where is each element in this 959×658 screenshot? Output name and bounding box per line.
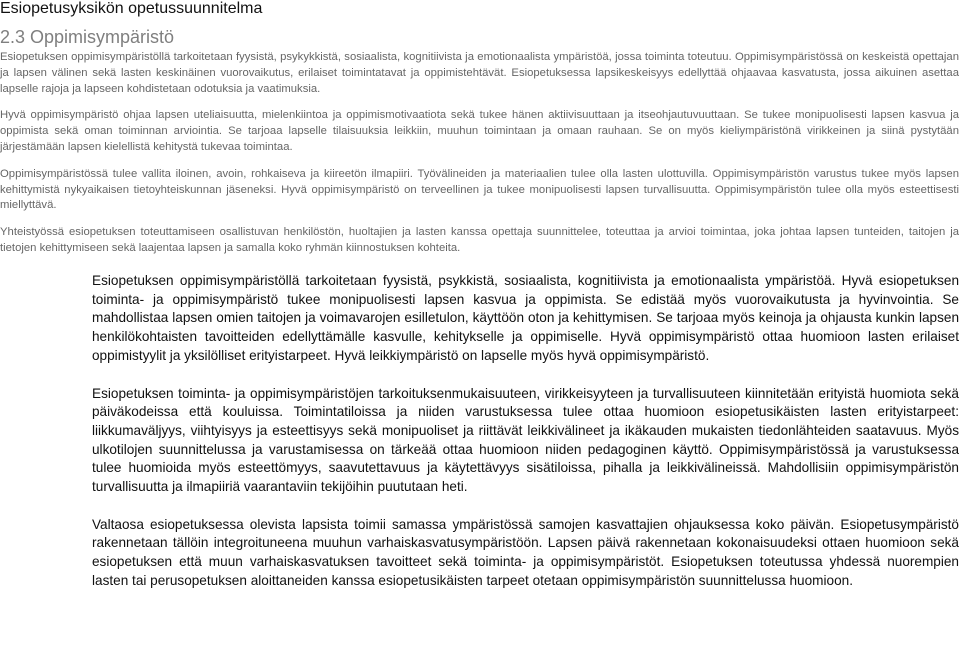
summary-text (0, 50, 959, 268)
main-paragraph: Valtaosa esiopetuksessa olevista lapsista toimii samassa ympäristössä samojen kasvattajien ohjauksessa koko päivän. Esiopetusympäristö rakennetaan tällöin integroituneena muuhun varhaiskasvatusympäristöön. Lapsen päivä rakennetaan kokonaisuudeksi ottaen huomioon sekä esiopetuksen että muun varhaiskasvatuksen tavoitteet sekä toiminta- ja oppimisympäristöt. Esiopetuksen toteutussa yhdessä nuorempien lasten tai perusopetuksen aloittaneiden kanssa esiopetusikäisten tarpeet otetaan oppimisympäristön suunnittelussa huomioon. (92, 516, 959, 588)
summary-paragraph: Yhteistyössä esiopetuksen toteuttamiseen osallistuvan henkilöstön, huoltajien ja lasten kanssa opettaja suunnittelee, toteuttaa ja arvioi toimintaa, joka johtaa lapsen tunteiden, taitojen ja tietojen kehittymiseen sekä laajentaa lapsen ja samalla koko ryhmän kiinnostuksen kohteita. (0, 226, 959, 254)
main-paragraph: Esiopetuksen toiminta- ja oppimisympäristöjen tarkoituksenmukaisuuteen, virikkeisyyteen ja turvallisuuteen kiinnitetään erityistä huomiota sekä päiväkodeissa että kouluissa. Toimintatiloissa ja niiden varustuksessa tulee ottaa huomioon esiopetusikäisten lasten erityistarpeet: liikkumaväljyys, viihtyisyys ja esteettisyys sekä monipuoliset ja riittävät leikkivälineet ja ikäkauden mukaisten tiedonlähteiden saatavuus. Myös ulkotilojen suunnittelussa ja varustamisessa on tärkeää ottaa huomioon niiden pedagoginen käyttö. Oppimisympäristössä ja varustuksessa tulee huomioida myös esteettömyys, saavutettavuus ja käytettävyys sisätiloissa, pihalla ja leikkivälineissä. Mahdollisiin oppimisympäristön turvallisuutta ja ilmapiiriä vaarantaviin tekijöihin puututaan heti. (92, 385, 959, 495)
main-text (92, 272, 959, 610)
summary-paragraph: Hyvä oppimisympäristö ohjaa lapsen uteliaisuutta, mielenkiintoa ja oppimismotivaatiota sekä tukee hänen aktiivisuuttaan ja itseohjautuvuuttaan. Se tukee monipuolisesti lapsen kasvua ja oppimista sekä oman toiminnan arviointia. Se tarjoaa lapselle tilaisuuksia leikkiin, muuhun toimintaan ja omaan rauhaan. Se on myös kieliympäristönä virikkeinen ja siinä pystytään järjestämään lapsen kielellistä kehitystä tukevaa toimintaa. (0, 109, 959, 153)
summary-paragraph: Oppimisympäristössä tulee vallita iloinen, avoin, rohkaiseva ja kiireetön ilmapiiri. Työvälineiden ja materiaalien tulee olla lasten ulottuvilla. Oppimisympäristön varustus tukee myös lapsen kehittymistä nykyaikaisen tietoyhteiskunnan jäseneksi. Hyvä oppimisympäristö on terveellinen ja tukee monipuolisesti lapsen turvallisuutta. Oppimisympäristön tulee olla myös esteettisesti miellyttävä. (0, 167, 959, 212)
document-title: Esiopetusyksikön opetussuunnitelma (0, 0, 263, 17)
main-paragraph: Esiopetuksen oppimisympäristöllä tarkoitetaan fyysistä, psykkistä, sosiaalista, kognitiivista ja emotionaalista ympäristöä. Hyvä esiopetuksen toiminta- ja oppimisympäristö tukee monipuolisesti lapsen kasvua ja oppimista. Se edistää myös vuorovaikutusta ja hyvinvointia. Se mahdollistaa lapsen omien taitojen ja voimavarojen esilletulon, käyttöön oton ja kehittymisen. Se tarjoaa myös keinoja ja ohjausta kunkin lapsen henkilökohtaisten tavoitteiden edellyttämälle kasvulle, kehitykselle ja oppimiselle. Hyvä oppimisympäristö ottaa huomioon lasten erilaiset oppimistyylit ja yksilölliset erityistarpeet. Hyvä leikkiympäristö on lapselle myös hyvä oppimisympäristö. (92, 273, 959, 363)
section-heading: 2.3 Oppimisympäristö (0, 27, 175, 47)
summary-paragraph: Esiopetuksen oppimisympäristöllä tarkoitetaan fyysistä, psykykkistä, sosiaalista, kognitiivista ja emotionaalista ympäristöä, jossa toiminta toteutuu. Oppimisympäristössä on keskeistä opettajan ja lapsen välinen sekä lasten keskinäinen vuorovaikutus, erilaiset toimintatavat ja oppimistehtävät. Esiopetuksessa lapsikeskeisyys edellyttää ohjaavaa kasvatusta, jossa aikuinen asettaa lapselle rajoja ja lapseen kohdistetaan odotuksia ja vaatimuksia. (0, 51, 959, 95)
